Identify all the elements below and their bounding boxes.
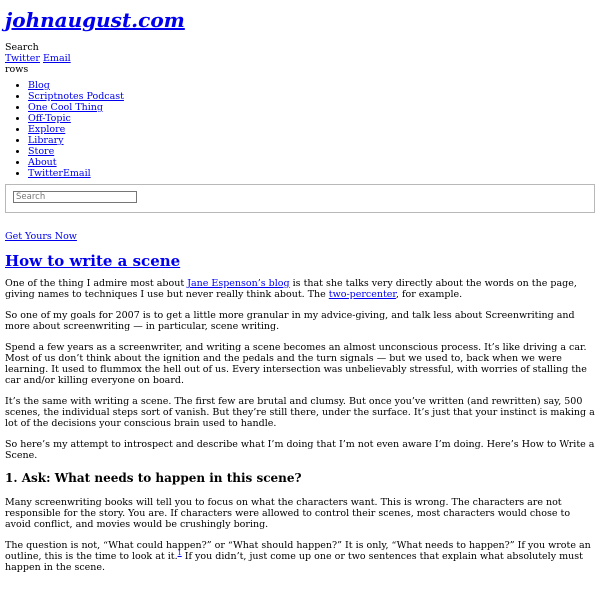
nav-link-twitter[interactable]: Twitter <box>28 168 63 179</box>
text-span: , for example. <box>395 289 463 300</box>
nav-link-off-topic[interactable]: Off-Topic <box>28 113 71 124</box>
nav-item-off-topic <box>28 113 595 124</box>
header-social-links <box>5 53 595 64</box>
post-title-link[interactable]: How to write a scene <box>5 252 181 270</box>
section-heading: 1. Ask: What needs to happen in this scene? <box>5 471 302 485</box>
text-span: One of the thing I admire most about <box>5 278 188 289</box>
rows-label: rows <box>5 64 29 75</box>
nav-link-explore[interactable]: Explore <box>28 124 66 135</box>
post-paragraph <box>5 540 595 573</box>
nav-link-store[interactable]: Store <box>28 146 55 157</box>
nav-link-library[interactable]: Library <box>28 135 64 146</box>
nav-item-blog <box>28 80 595 91</box>
post-title <box>5 252 595 270</box>
jane-espenson-blog-link[interactable]: Jane Espenson’s blog <box>187 278 290 289</box>
post-paragraph: Spend a few years as a screenwriter, and writing a scene becomes an almost unconscious process. It’s like driving a car. Most of us don’t think about the ignition and the pedals and the turn signals — but we used to, back when we were learning. It used to flummox the hell out of us. Every intersection was unbelievably stressful, with worries of stalling the car and/or killing everyone on board. <box>5 342 587 386</box>
nav-link-blog[interactable]: Blog <box>28 80 50 91</box>
search-input[interactable] <box>13 191 137 203</box>
header-twitter-link[interactable]: Twitter <box>5 53 40 64</box>
footnote-link[interactable]: 1 <box>177 548 182 557</box>
nav-link-scriptnotes[interactable]: Scriptnotes Podcast <box>28 91 124 102</box>
promo-link[interactable]: Get Yours Now <box>5 231 77 242</box>
main-nav <box>5 80 595 179</box>
post-paragraph: It’s the same with writing a scene. The first few are brutal and clumsy. But once you’ve written (and rewritten) say, 500 scenes, the individual steps sort of vanish. But they’re still there, under the surface. It’s just that your instinct is making a lot of the decisions your conscious brain used to handle. <box>5 396 595 429</box>
post-paragraph: Many screenwriting books will tell you to focus on what the characters want. This is wrong. The characters are not responsible for the story. You are. If characters were allowed to control their scenes, most characters would chose to avoid conflict, and movies would be crushingly boring. <box>5 497 571 530</box>
post-paragraph: So here’s my attempt to introspect and describe what I’m doing that I’m not even aware I’m doing. Here’s How to Write a Scene. <box>5 439 595 461</box>
site-title <box>5 8 595 32</box>
header-email-link[interactable]: Email <box>43 53 71 64</box>
nav-item-one-cool-thing <box>28 102 595 113</box>
nav-item-about <box>28 157 595 168</box>
nav-item-scriptnotes <box>28 91 595 102</box>
post-paragraph: So one of my goals for 2007 is to get a little more granular in my advice-giving, and talk less about Screenwriting and more about screenwriting — in particular, scene writing. <box>5 310 575 332</box>
nav-link-one-cool-thing[interactable]: One Cool Thing <box>28 102 104 113</box>
search-form <box>5 184 595 213</box>
two-percenter-link[interactable]: two-percenter <box>328 289 396 300</box>
nav-link-about[interactable]: About <box>28 157 57 168</box>
text-span: is that she talks very directly about the words on the page, giving names to techniques I use but never really think about. The <box>5 278 577 300</box>
post-paragraph <box>5 278 595 300</box>
search-label: Search <box>5 42 39 53</box>
nav-item-social <box>28 168 595 179</box>
page <box>0 8 600 573</box>
nav-item-store <box>28 146 595 157</box>
nav-item-library <box>28 135 595 146</box>
text-span: The question is not, “What could happen?” or “What should happen?” It is only, “What needs to happen?” If you wrote an outline, this is the time to look at it. <box>5 540 591 562</box>
nav-item-explore <box>28 124 595 135</box>
site-title-link[interactable]: johnaugust.com <box>5 8 185 32</box>
text-span: If you didn’t, just come up one or two sentences that explain what absolutely must happen in the scene. <box>5 551 583 573</box>
nav-link-email[interactable]: Email <box>62 168 91 179</box>
